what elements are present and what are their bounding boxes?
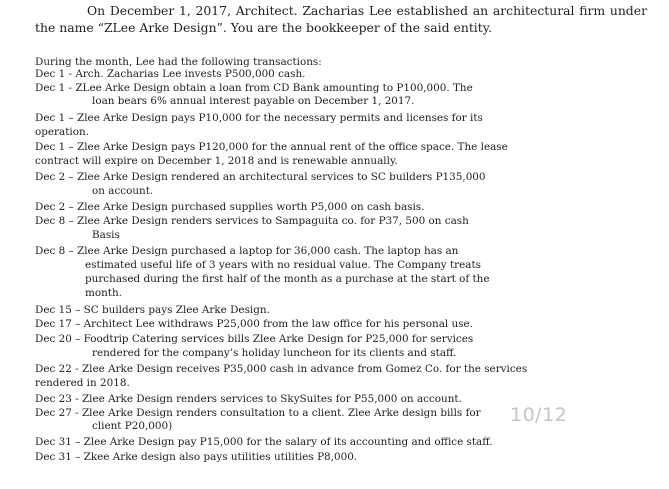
transaction-continuation: on account. xyxy=(92,185,154,197)
transaction-line: Dec 2 – Zlee Arke Design purchased supplies worth P5,000 on cash basis. xyxy=(35,201,425,213)
transaction-continuation: client P20,000) xyxy=(92,420,173,432)
transaction-continuation: purchased during the first half of the month as a purchase at the start of the xyxy=(85,273,490,285)
transaction-line: Dec 17 – Architect Lee withdraws P25,000 from the law office for his personal use. xyxy=(35,318,473,330)
transaction-line: Dec 15 – SC builders pays Zlee Arke Design. xyxy=(35,304,270,316)
transaction-continuation: loan bears 6% annual interest payable on December 1, 2017. xyxy=(92,95,415,107)
transaction-line: Dec 20 – Foodtrip Catering services bills Zlee Arke Design for P25,000 for services xyxy=(35,333,474,345)
transaction-line: Dec 22 - Zlee Arke Design receives P35,000 cash in advance from Gomez Co. for the services xyxy=(35,363,528,375)
transaction-line: Dec 27 - Zlee Arke Design renders consultation to a client. Zlee Arke design bills for xyxy=(35,407,481,419)
transaction-line: Dec 8 – Zlee Arke Design purchased a laptop for 36,000 cash. The laptop has an xyxy=(35,245,459,257)
transaction-line: Dec 31 – Zlee Arke Design pay P15,000 for the salary of its accounting and office staff. xyxy=(35,436,493,448)
intro-paragraph: On December 1, 2017, Architect. Zacharias Lee established an architectural firm under the name “ZLee Arke Design”. You are the bookkeeper of the said entity. xyxy=(35,3,647,35)
transaction-line: Dec 8 – Zlee Arke Design renders services to Sampaguita co. for P37, 500 on cash xyxy=(35,215,469,227)
transaction-continuation: rendered for the company’s holiday luncheon for its clients and staff. xyxy=(92,347,457,359)
transaction-continuation: month. xyxy=(85,287,122,299)
transaction-line: Dec 31 – Zkee Arke design also pays utilities utilities P8,000. xyxy=(35,451,358,463)
transaction-continuation: Basis xyxy=(92,229,120,241)
transaction-line: Dec 1 – Zlee Arke Design pays P10,000 for the necessary permits and licenses for its xyxy=(35,112,483,124)
transaction-continuation: estimated useful life of 3 years with no residual value. The Company treats xyxy=(85,259,481,271)
transaction-continuation: operation. xyxy=(35,126,89,138)
transaction-line: Dec 23 - Zlee Arke Design renders services to SkySuites for P55,000 on account. xyxy=(35,393,462,405)
page-number-watermark: 10/12 xyxy=(510,404,568,426)
transactions-heading: During the month, Lee had the following transactions: xyxy=(35,56,322,68)
transaction-continuation: contract will expire on December 1, 2018 and is renewable annually. xyxy=(35,155,398,167)
transaction-line: Dec 1 - ZLee Arke Design obtain a loan from CD Bank amounting to P100,000. The xyxy=(35,82,473,94)
transaction-line: Dec 2 – Zlee Arke Design rendered an architectural services to SC builders P135,000 xyxy=(35,171,486,183)
transaction-line: Dec 1 - Arch. Zacharias Lee invests P500,000 cash. xyxy=(35,68,306,80)
transaction-line: Dec 1 – Zlee Arke Design pays P120,000 for the annual rent of the office space. The lease xyxy=(35,141,508,153)
transaction-continuation: rendered in 2018. xyxy=(35,377,130,389)
